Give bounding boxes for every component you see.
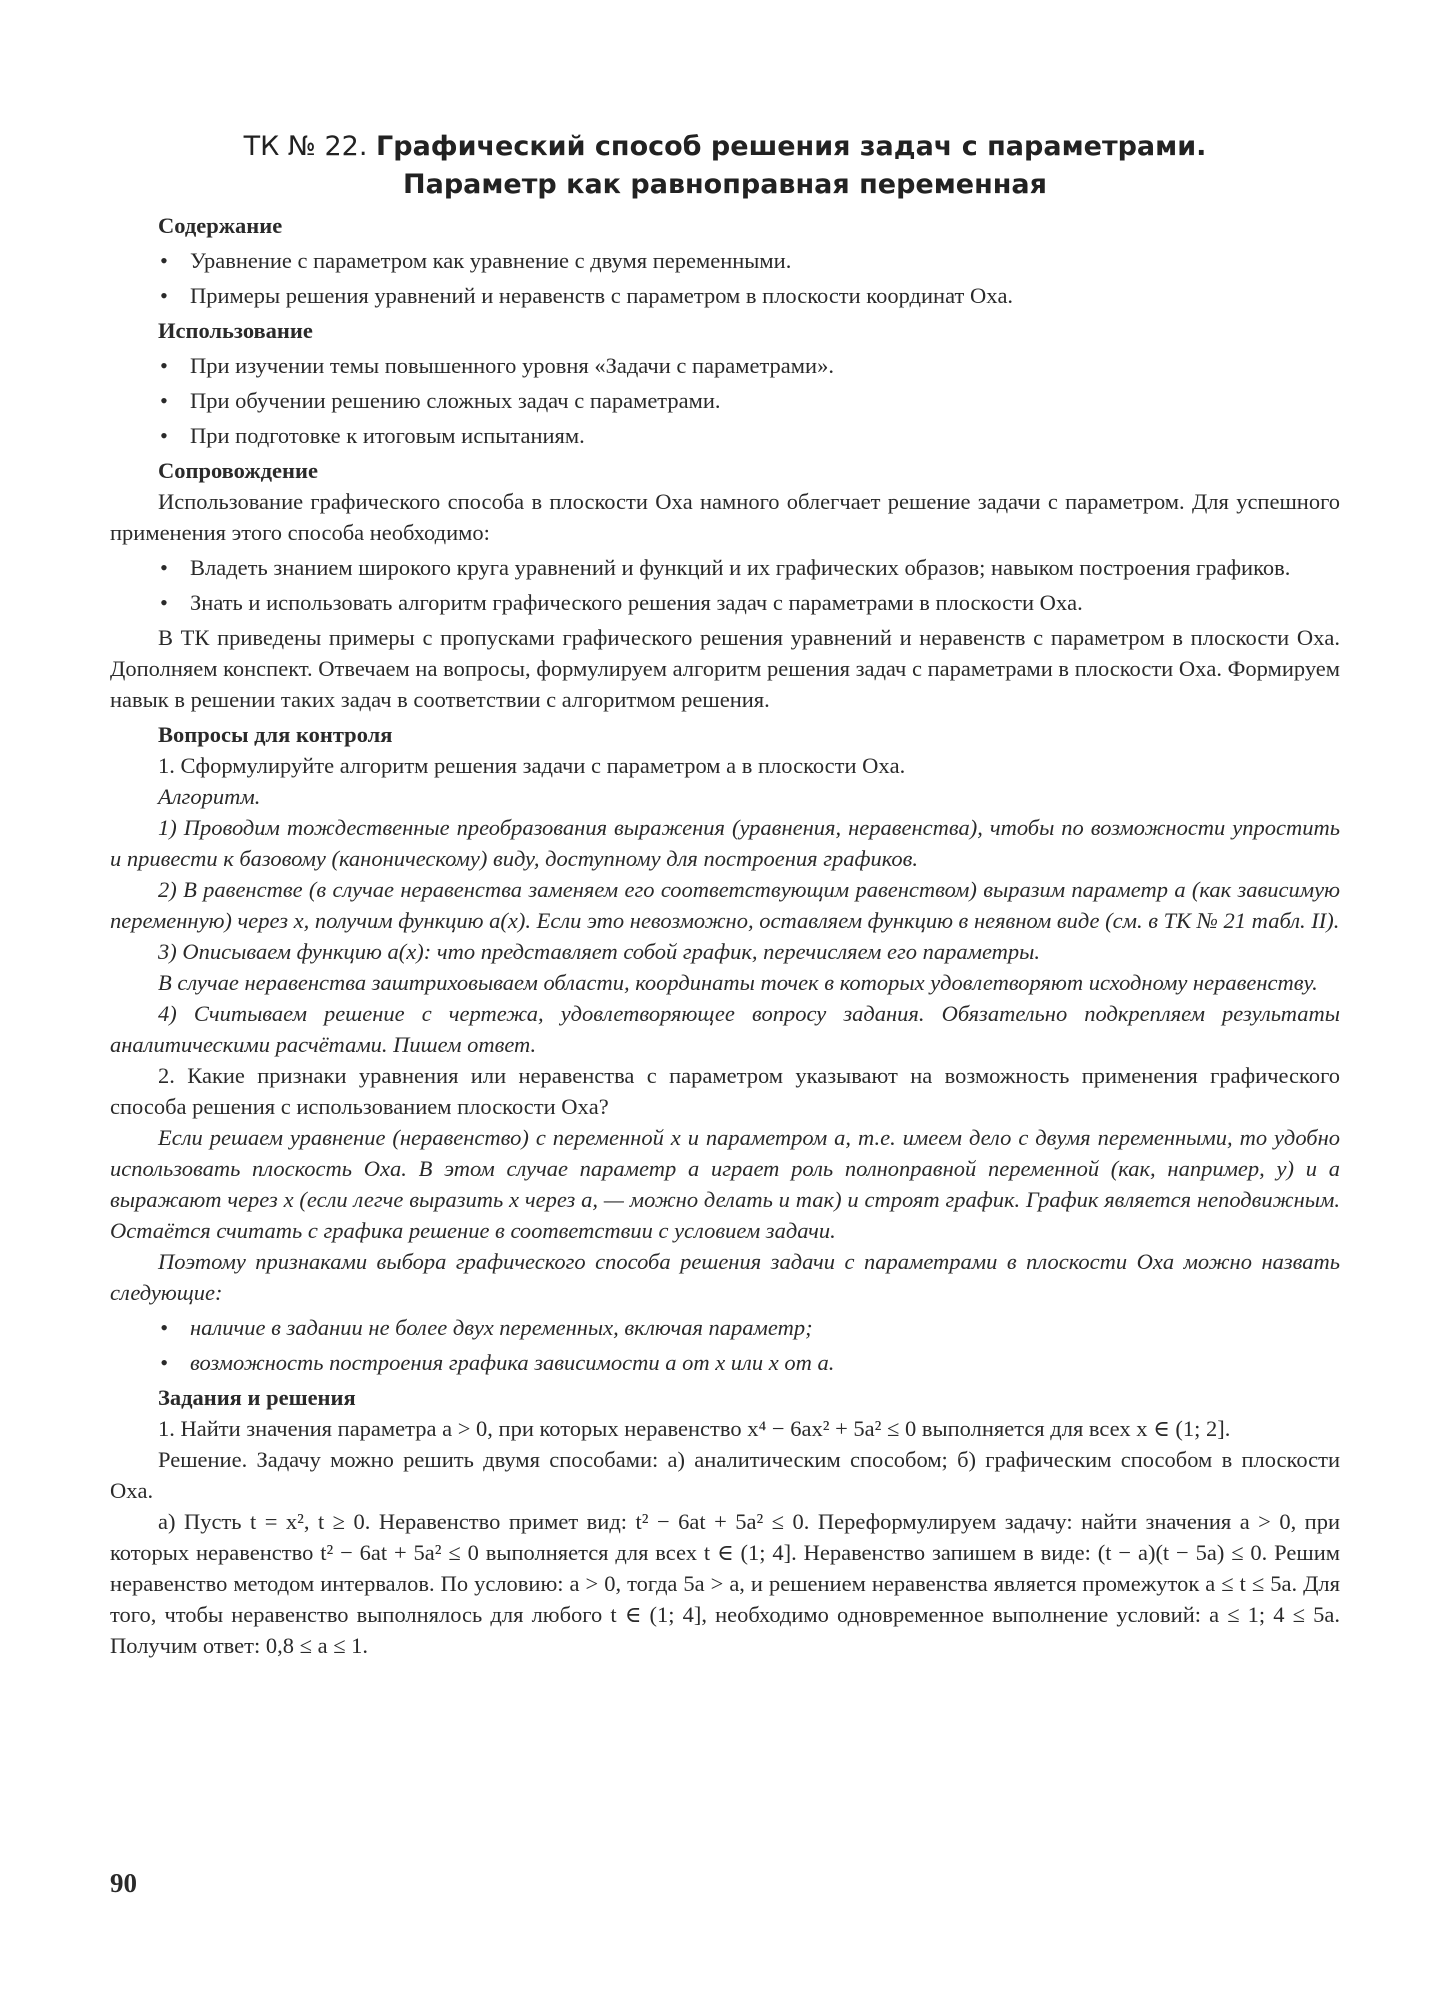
questions-heading: Вопросы для контроля: [158, 722, 393, 747]
page: [110, 0, 1340, 1661]
page-number: 90: [110, 1868, 137, 1898]
list-item: • При подготовке к итоговым испытаниям.: [110, 420, 1340, 451]
content-list: [110, 245, 1340, 311]
support-outro: В ТК приведены примеры с пропусками графического решения уравнений и неравенств с параметром в плоскости Oxa. Дополняем конспект. Отвечаем на вопросы, формулируем алгоритм решения задач с параметрами в плоскости Oxa. Формируем навык в решении таких задач в соответствии с алгоритмом решения.: [110, 625, 1340, 712]
list-item: • Примеры решения уравнений и неравенств с параметром в плоскости координат Oxa.: [110, 280, 1340, 311]
task-1: 1. Найти значения параметра a > 0, при которых неравенство x⁴ − 6ax² + 5a² ≤ 0 выполняется для всех x ∈ (1; 2].: [158, 1416, 1231, 1441]
question-2: 2. Какие признаки уравнения или неравенства с параметром указывают на возможность применения графического способа решения с использованием плоскости Oxa?: [110, 1063, 1340, 1119]
title-line-1: Графический способ решения задач с параметрами.: [376, 131, 1207, 162]
support-heading: Сопровождение: [158, 458, 318, 483]
algorithm-step: 2) В равенстве (в случае неравенства заменяем его соответствующим равенством) выразим параметр a (как зависимую переменную) через x, получим функцию a(x). Если это невозможно, оставляем функцию в неявном виде (см. в ТК № 21 табл. II).: [110, 877, 1340, 933]
list-item: • При изучении темы повышенного уровня «Задачи с параметрами».: [110, 350, 1340, 381]
solution-a: а) Пусть t = x², t ≥ 0. Неравенство примет вид: t² − 6at + 5a² ≤ 0. Переформулируем задачу: найти значения a > 0, при которых неравенство t² − 6at + 5a² ≤ 0 выполняется для всех t ∈ (1; 4]. Неравенство запишем в виде: (t − a)(t − 5a) ≤ 0. Решим неравенство методом интервалов. По условию: a > 0, тогда 5a > a, и решением неравенства является промежуток a ≤ t ≤ 5a. Для того, чтобы неравенство выполнялось для любого t ∈ (1; 4], необходимо одновременное выполнение условий: a ≤ 1; 4 ≤ 5a. Получим ответ: 0,8 ≤ a ≤ 1.: [110, 1509, 1340, 1658]
list-item: • Знать и использовать алгоритм графического решения задач с параметрами в плоскости Oxa.: [110, 587, 1340, 618]
list-item: • Уравнение с параметром как уравнение с двумя переменными.: [110, 245, 1340, 276]
support-list: [110, 552, 1340, 618]
usage-heading: Использование: [158, 318, 313, 343]
answer-2-paragraph-2: Поэтому признаками выбора графического способа решения задачи с параметрами в плоскости Oxa можно назвать следующие:: [110, 1249, 1340, 1305]
algorithm-label: Алгоритм.: [158, 784, 261, 809]
title-line-2: Параметр как равноправная переменная: [403, 169, 1047, 200]
algorithm-step: 1) Проводим тождественные преобразования выражения (уравнения, неравенства), чтобы по возможности упростить и привести к базовому (каноническому) виду, доступному для построения графиков.: [110, 815, 1340, 871]
algorithm-step: 3) Описываем функцию a(x): что представляет собой график, перечисляем его параметры.: [158, 939, 1041, 964]
support-intro: Использование графического способа в плоскости Oxa намного облегчает решение задачи с параметром. Для успешного применения этого способа необходимо:: [110, 489, 1340, 545]
list-item: • наличие в задании не более двух переменных, включая параметр;: [110, 1312, 1340, 1343]
algorithm-step: В случае неравенства заштриховываем области, координаты точек в которых удовлетворяют исходному неравенству.: [158, 970, 1318, 995]
page-title: [110, 128, 1340, 204]
title-prefix: ТК № 22.: [243, 131, 368, 162]
answer-2-list: [110, 1312, 1340, 1378]
solution-intro: Решение. Задачу можно решить двумя способами: а) аналитическим способом; б) графическим способом в плоскости Oxa.: [110, 1447, 1340, 1503]
list-item: • возможность построения графика зависимости a от x или x от a.: [110, 1347, 1340, 1378]
usage-list: [110, 350, 1340, 451]
answer-2-paragraph-1: Если решаем уравнение (неравенство) с переменной x и параметром a, т.е. имеем дело с двумя переменными, то удобно использовать плоскость Oxa. В этом случае параметр a играет роль полноправной переменной (как, например, y) и a выражают через x (если легче выразить x через a, — можно делать и так) и строят график. График является неподвижным. Остаётся считать с графика решение в соответствии с условием задачи.: [110, 1125, 1340, 1243]
content-heading: Содержание: [158, 213, 283, 238]
tasks-heading: Задания и решения: [158, 1385, 356, 1410]
list-item: • Владеть знанием широкого круга уравнений и функций и их графических образов; навыком построения графиков.: [110, 552, 1340, 583]
list-item: • При обучении решению сложных задач с параметрами.: [110, 385, 1340, 416]
question-1: 1. Сформулируйте алгоритм решения задачи с параметром a в плоскости Oxa.: [158, 753, 906, 778]
algorithm-step: 4) Считываем решение с чертежа, удовлетворяющее вопросу задания. Обязательно подкрепляем результаты аналитическими расчётами. Пишем ответ.: [110, 1001, 1340, 1057]
